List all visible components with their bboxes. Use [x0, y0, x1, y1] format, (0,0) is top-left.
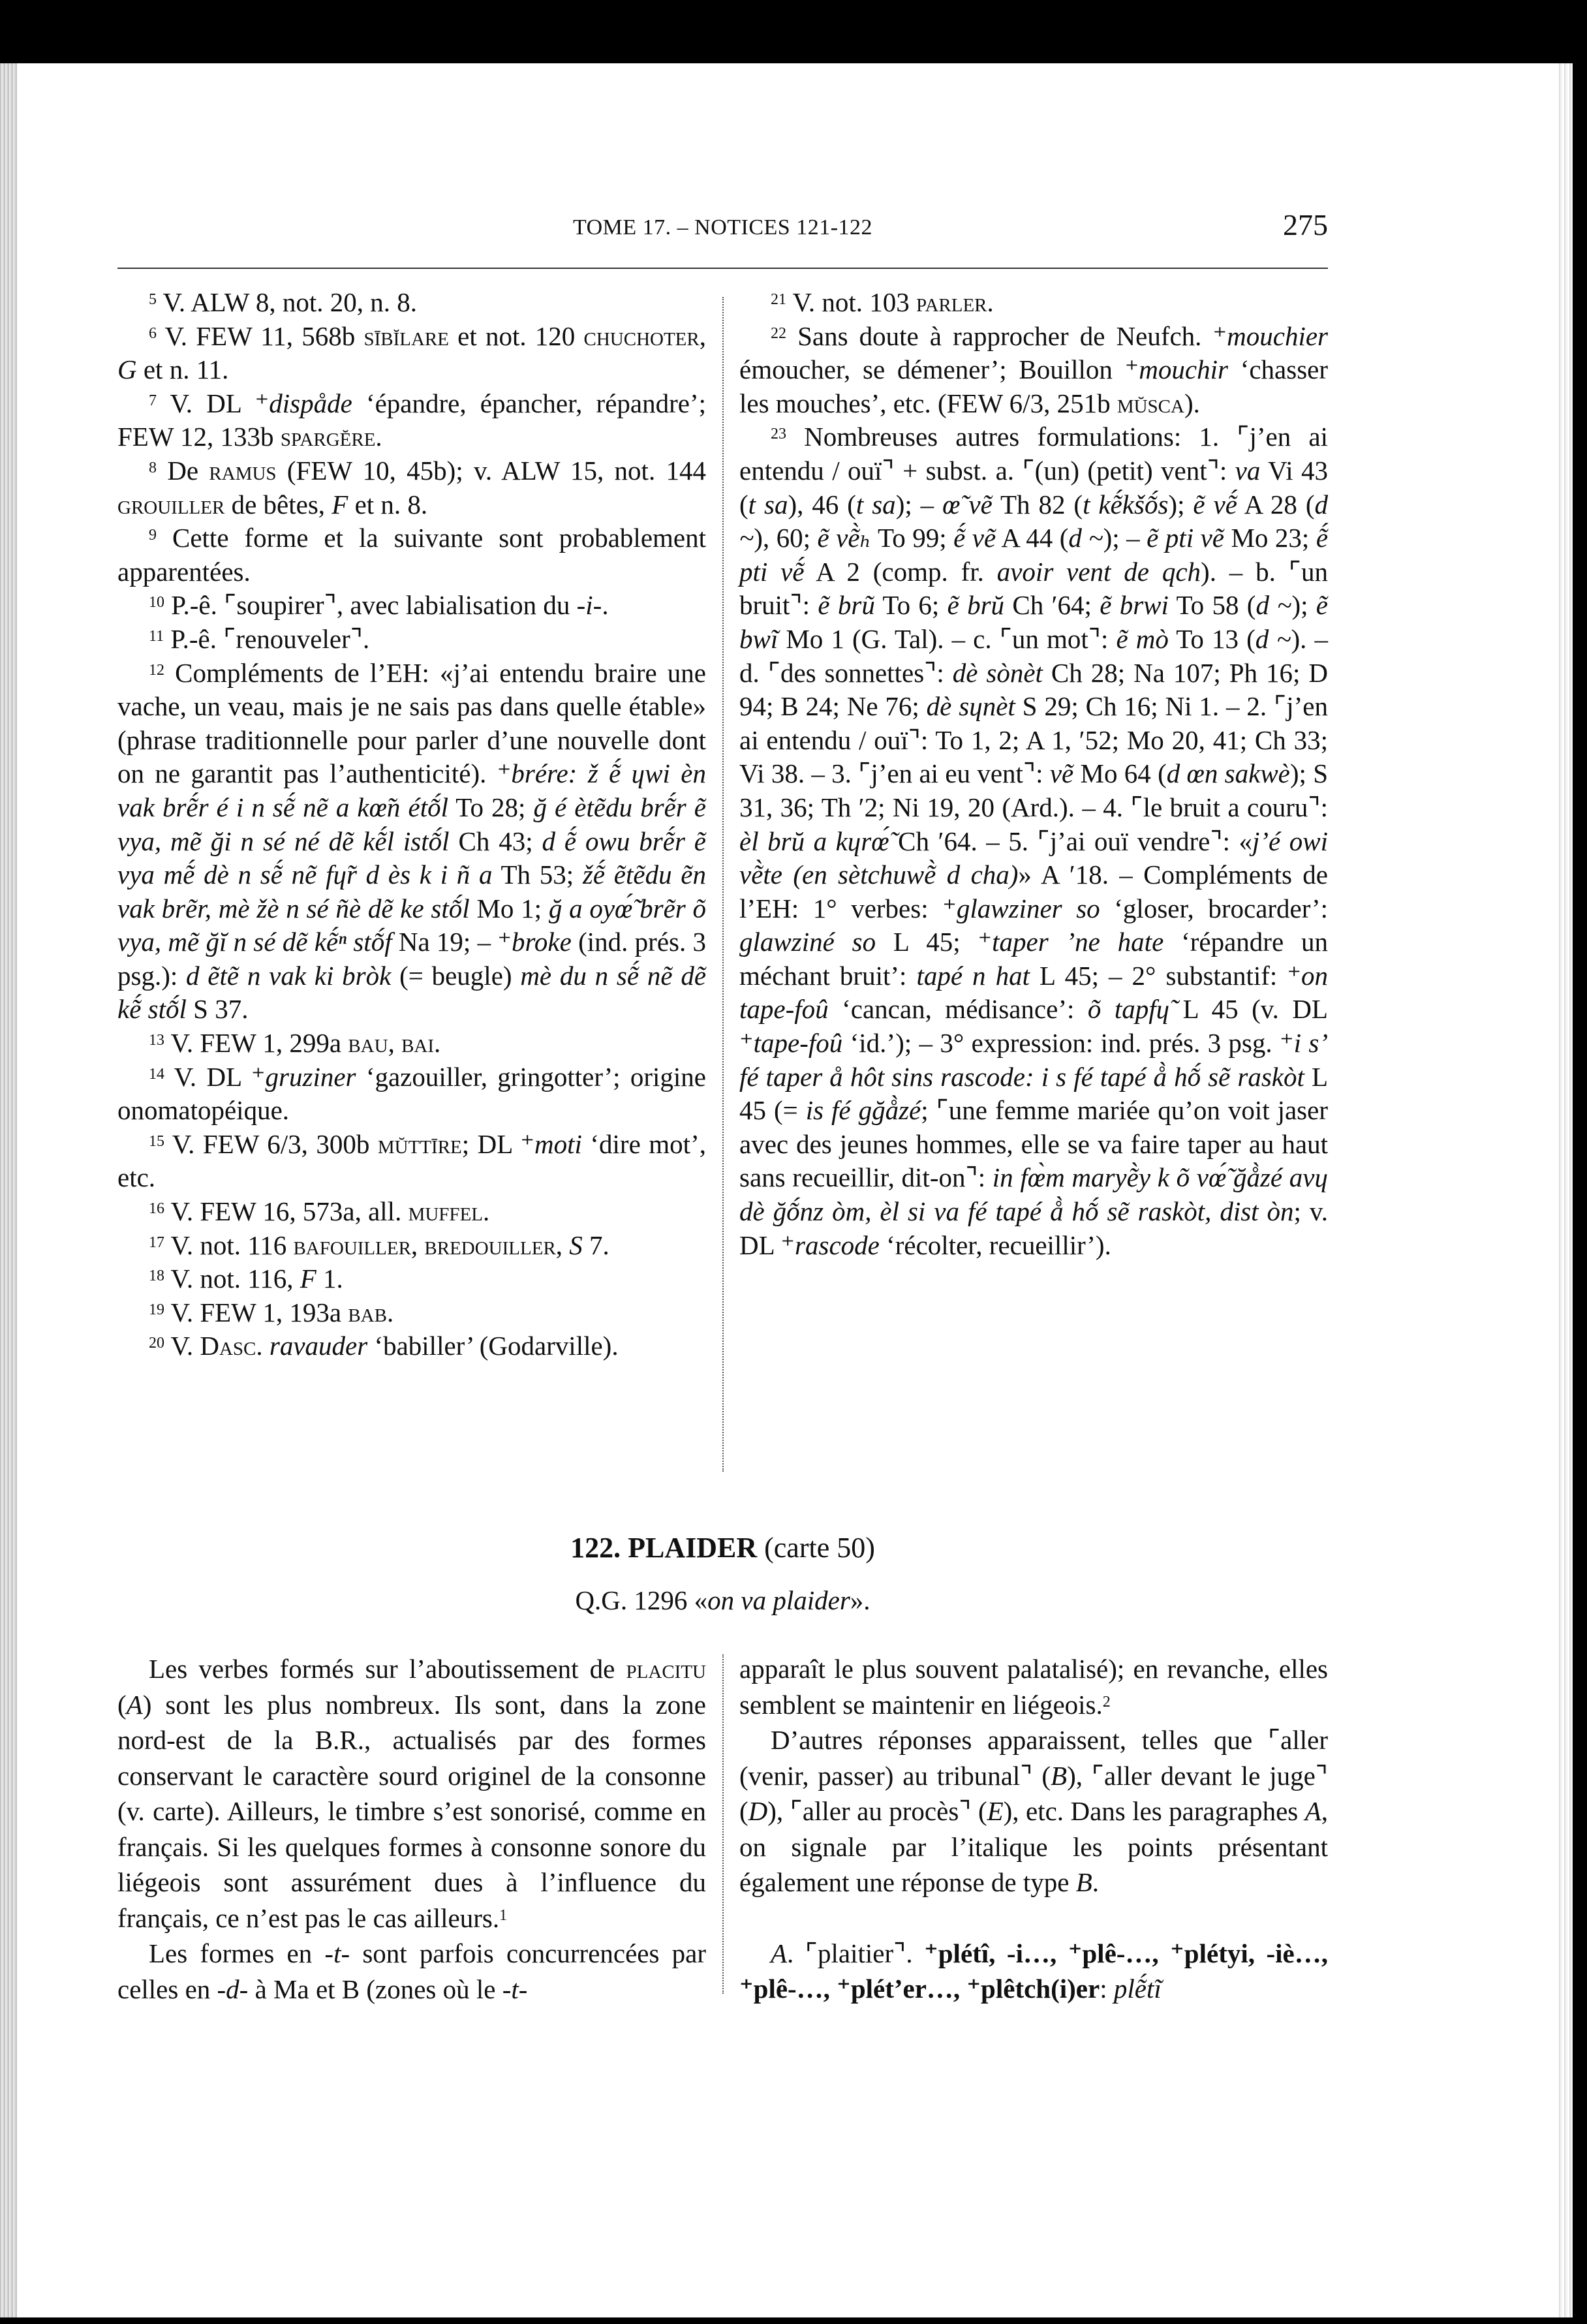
text-run: ‘épandre, épancher, répandre’; FEW 12, 133b [117, 388, 706, 452]
text-run: , [699, 320, 706, 351]
dialect-form: ẽ pti vẽ [1147, 523, 1224, 553]
dialect-form: d ~ [1068, 523, 1103, 553]
text-run: D’autres réponses apparaissent, telles que ⌜aller (venir, passer) au tribunal⌝ ( [739, 1725, 1328, 1791]
footnote [117, 286, 706, 320]
text-run: ), ⌜aller au procès⌝ ( [767, 1796, 987, 1826]
dialect-form: ⁺mouchir [1124, 354, 1228, 385]
column-divider [722, 297, 724, 1472]
footnote [117, 1027, 706, 1061]
dialect-form: ⁺tape-foû [739, 1028, 843, 1059]
footnote-number: 5 [149, 291, 157, 308]
text-run: ), etc. Dans les paragraphes [1003, 1796, 1305, 1826]
text-run: ‘id.’); – 3° expression: ind. prés. 3 psg. [842, 1028, 1280, 1059]
dialect-form: t kẽ́kšṍs [1083, 489, 1169, 519]
text-run: Ch 28; Na 107; Ph 16; D 94; B 24; Ne 76; [739, 657, 1328, 722]
section-title-map-ref: (carte 50) [757, 1532, 875, 1564]
dialect-form: A [771, 1938, 788, 1968]
text-run: V. DL [174, 1061, 251, 1092]
text-run: ) sont les plus nombreux. Ils sont, dans la zone nord-est de la B.R., actualisés par des formes conservant le caractère sourd originel de la consonne (v. carte). Ailleurs, le timbre s’est sonorisé, comme en français. Si les quelques formes à consonne sonore du liégeois sont assurément dues à l’influence du français, ce n’est pas le cas ailleurs. [117, 1689, 706, 1933]
text-run: To 13 ( [1168, 623, 1256, 654]
paragraph [117, 1651, 706, 1936]
dialect-form: mè du n sẽ́ nẽ dẽ kẽ́ stṍl [117, 960, 707, 1025]
dialect-form: -t- [502, 1974, 528, 2004]
text-run: Compléments de l’EH: «j’ai entendu braire une vache, un veau, mais je ne sais pas dans quelle étable» (phrase traditionnelle pour parler d’une nouvelle dont on ne garantit pas l’authenticité). [117, 657, 706, 789]
text-run: V. D [170, 1331, 219, 1361]
text-run: L 45 (v. DL [1169, 994, 1328, 1025]
dialect-form: plẽ́tĩ [1113, 1974, 1162, 2004]
body-left-column [117, 1651, 706, 2007]
text-run: et not. 120 [448, 320, 584, 351]
dialect-form: ẽ́ pti vẽ́ [739, 523, 1329, 587]
footnote-number: 14 [149, 1065, 164, 1083]
dialect-form: B [1051, 1760, 1068, 1791]
dialect-form: ẽ vẽ̀ₕ [817, 523, 872, 553]
dialect-form: ⁺rascode [780, 1230, 880, 1260]
text-run: V. FEW 1, 299a [170, 1028, 348, 1059]
text-run: Les verbes formés sur l’aboutissement de [149, 1654, 626, 1684]
dialect-form: t sa [748, 489, 788, 519]
footnote-number: 6 [149, 324, 157, 342]
text-run: et n. 11. [136, 354, 229, 385]
subtitle-suffix: ». [850, 1585, 871, 1615]
text-run: ), 60; [754, 523, 818, 553]
text-run: V. not. 116 [170, 1230, 294, 1260]
text-run: ). – d. ⌜des sonnettes⌝: [739, 623, 1329, 688]
footnote-number: 10 [149, 594, 164, 612]
text-run: , on signale par l’italique les points présentant également une réponse de type [739, 1796, 1328, 1897]
text-run: V. not. 116, [170, 1263, 300, 1294]
header-rule [117, 268, 1328, 269]
text-run: ; ⌜une femme mariée qu’on voit jaser avec des jeunes hommes, elle se va faire taper au haut sans recueillir, dit-on⌝: [739, 1095, 1328, 1193]
text-run: S 37. [186, 994, 249, 1025]
text-run: . [1092, 1867, 1099, 1897]
footnote-ref[interactable]: 2 [1102, 1693, 1111, 1711]
text-run: L 45 (= [739, 1061, 1329, 1126]
section-subtitle [117, 1585, 1328, 1616]
dialect-form: ⁺broke [497, 927, 572, 957]
text-run: Ch ′64; [1004, 590, 1100, 621]
dialect-form: A [126, 1689, 143, 1720]
footnote-number: 15 [149, 1132, 164, 1150]
text-run: De [167, 455, 209, 486]
text-run: . [386, 1297, 394, 1327]
section-title [117, 1531, 1328, 1564]
dialect-form: d ~ [739, 489, 1328, 553]
text-run: Sans doute à rapprocher de Neufch. [797, 320, 1213, 351]
page-number: 275 [1283, 208, 1328, 241]
text-run: To 99; [871, 523, 954, 553]
text-run: 7. [582, 1230, 609, 1260]
text-run: Cette forme et la suivante sont probablement apparentées. [117, 523, 706, 587]
footnote-ref[interactable]: 1 [499, 1906, 508, 1924]
footnote-number: 8 [149, 459, 157, 476]
column-divider [722, 1654, 724, 1994]
text-run: . [602, 590, 609, 621]
running-title: TOME 17. – NOTICES 121-122 [572, 215, 873, 240]
footnote [739, 286, 1328, 320]
dialect-form: S [569, 1230, 583, 1260]
etymon: mŭttīre [377, 1128, 462, 1159]
etymon: ramus [209, 455, 277, 486]
footnote [117, 1229, 706, 1263]
text-run: Ch ′64. – 5. ⌜j’ai ouï vendre⌝: « [889, 826, 1252, 856]
etymon: spargĕre [280, 422, 376, 452]
dialect-form: D [748, 1796, 768, 1826]
text-run: apparaît le plus souvent palatalisé); en revanche, elles semblent se maintenir en liégeois. [739, 1654, 1328, 1720]
footnote-number: 21 [771, 291, 786, 308]
dialect-form: -i- [576, 590, 602, 621]
dialect-form: in fœ̀m maryẽ̀y k õ vœ̃́ ğå̀zé avɥ dè ğṍnz òm, èl si va fé tapé å̀ hṍ sẽ raskòt, dist òn [739, 1162, 1328, 1227]
text-run: . [375, 422, 382, 452]
dialect-form: tapé n hat [916, 960, 1030, 991]
text-run: A 44 ( [996, 523, 1069, 553]
etymon: bafouiller, bredouiller [293, 1230, 556, 1260]
etymon: muffel [408, 1196, 483, 1227]
dialect-form: F [331, 489, 348, 519]
footnote-number: 11 [149, 627, 164, 645]
dialect-form: ẽ brŭ [947, 590, 1005, 621]
text-run: L 45; – 2° substantif: [1030, 960, 1287, 991]
footnote-number: 7 [149, 392, 157, 409]
text-run: V. DL [170, 388, 255, 418]
dialect-form: ğ a oyœ̃́ brẽr õ vya, mẽ ğĭ n sé dẽ kẽ́ⁿ stṍf [117, 893, 706, 957]
footnote-number: 13 [149, 1032, 164, 1049]
section-title-main: 122. PLAIDER [570, 1532, 758, 1564]
text-run: ); S 31, 36; Th ′2; Ni 19, 20 (Ard.). – 4. ⌜le bruit a couru⌝: [739, 758, 1329, 822]
dialect-form: j’é owi vẽ̀te (en sètchuwẽ̀ d cha) [739, 826, 1329, 890]
dialect-form: d ~ [1256, 590, 1292, 621]
text-run: V. ALW 8, not. 20, n. 8. [162, 287, 418, 317]
dialect-form: ⁺moti [520, 1128, 582, 1159]
etymon: bab [348, 1297, 387, 1327]
scan-border-right [1573, 0, 1587, 2324]
footnote-number: 19 [149, 1301, 164, 1318]
subtitle-quote: on va plaider [707, 1585, 850, 1615]
text-run: (ind. prés. 3 psg.): [117, 927, 706, 991]
footnote [117, 454, 706, 521]
dialect-form: dè sɥnèt [926, 691, 1015, 722]
footnote-number: 12 [149, 661, 164, 679]
footnote [117, 589, 706, 623]
text-run: 1. [316, 1263, 343, 1294]
etymon: grouiller [117, 489, 225, 519]
etymon: placitu [626, 1654, 706, 1684]
dialect-form: ravauder [269, 1331, 368, 1361]
text-run: Mo 1 (G. Tal). – c. ⌜un mot⌝: [778, 623, 1117, 654]
text-run: ; DL [461, 1128, 521, 1159]
dialect-form: B [1075, 1867, 1092, 1897]
subtitle-prefix: Q.G. 1296 « [575, 1585, 708, 1615]
text-run: ‘gloser, brocarder’: [1100, 893, 1328, 923]
footnote-number: 9 [149, 527, 157, 544]
dialect-form: d ~ [1255, 623, 1291, 654]
text-run: ‘babiller’ (Godarville). [367, 1331, 619, 1361]
text-run: ‘dire mot’, etc. [117, 1128, 706, 1193]
text-run: V. not. 103 [792, 287, 916, 317]
dialect-form: ⁺brére: ž ẽ́ ɥwi èn vak brẽ́r é i n sẽ́ nẽ a kœ̃n étṍl [117, 758, 706, 822]
text-run: Nombreuses autres formulations: 1. ⌜j’en ai entendu / ouï⌝ + subst. a. ⌜(un) (petit) vent⌝: [739, 422, 1328, 486]
etymon: asc [219, 1331, 256, 1361]
dialect-form: d ẽ́ owu brẽ́r ẽ vya mẽ́ dè n sẽ́ nẽ fɥ̃r d ès k i ñ a [117, 826, 707, 890]
text-run: de bêtes, [224, 489, 332, 519]
dialect-form: t sa [855, 489, 896, 519]
text-run: . [256, 1331, 270, 1361]
text-run: ‘cancan, médisance’: [828, 994, 1088, 1025]
dialect-form: ⁺i s’ fé taper å hôt sins rascode: i s fé tapé å̀ hṍ sẽ raskòt [739, 1028, 1328, 1092]
dialect-form: ⁺glawziner so [942, 893, 1100, 923]
footnotes-left-column [117, 286, 706, 1363]
text-run: Th 82 ( [992, 489, 1083, 519]
footnote-number: 17 [149, 1233, 164, 1251]
text-run: à Ma et B (zones où le [248, 1974, 502, 2004]
dialect-form: dè sònèt [952, 657, 1043, 688]
dialect-form: d œn sakwè [1166, 758, 1290, 789]
text-run: ‘récolter, recueillir’). [879, 1230, 1111, 1260]
scan-border-bottom [0, 2317, 1587, 2324]
etymon: parler [916, 287, 987, 317]
footnote [117, 1262, 706, 1296]
text-run: Ch 43; [449, 826, 542, 856]
text-run: V. FEW 16, 573a, all. [170, 1196, 408, 1227]
dialect-form: A [1304, 1796, 1321, 1826]
etymon: mŭsca [1117, 388, 1184, 418]
text-run: Th 53; [492, 860, 583, 890]
footnote [117, 387, 706, 454]
etymon: bau, bai [348, 1028, 435, 1059]
text-run: et n. 8. [348, 489, 428, 519]
footnote-number: 23 [771, 426, 786, 443]
text-run: ); – [1103, 523, 1147, 553]
footnote [117, 521, 706, 589]
dialect-form: is fé gğå̀zé [805, 1095, 921, 1126]
text-run: V. FEW 6/3, 300b [172, 1128, 378, 1159]
scan-border-top [0, 0, 1587, 63]
text-run: ⁺plétî, -i…, ⁺plê-…, ⁺plétyi, -iè…, ⁺plê-…, ⁺plét’er…, ⁺plêtch(i)er [739, 1938, 1328, 2004]
text-run: » A ′18. – Compléments de l’EH: 1° verbes: [739, 860, 1328, 923]
footnote [117, 1329, 706, 1363]
footnote [117, 1296, 706, 1330]
text-run: L 45; [876, 927, 978, 957]
dialect-form: ẽ́ vẽ [953, 523, 996, 553]
text-run: ), 46 ( [788, 489, 856, 519]
dialect-form: èl brŭ a kɥrœ̃́ [739, 826, 889, 856]
footnotes-right-column [739, 286, 1328, 1262]
text-run: ); [1168, 489, 1194, 519]
dialect-form: œ̃ vẽ [942, 489, 993, 519]
text-run: ; v. DL [739, 1196, 1328, 1260]
text-run: V. FEW 11, 568b [164, 320, 364, 351]
dialect-form: õ tapfɥ̃ [1087, 994, 1170, 1025]
footnote-number: 20 [149, 1335, 164, 1352]
text-run: S 29; Ch 16; Ni 1. – 2. ⌜j’en ai entendu / ouï⌝: To 1, 2; A 1, ′52; Mo 20, 41; Ch 33; Vi 38. – 3. ⌜j’en ai eu vent⌝: [739, 691, 1328, 789]
paragraph [739, 1936, 1328, 2007]
text-run: V. FEW 1, 193a [170, 1297, 348, 1327]
running-head [117, 208, 1328, 247]
body-right-column [739, 1651, 1328, 2007]
dialect-form: avoir vent de qch [996, 556, 1201, 587]
footnote [117, 1128, 706, 1195]
text-run: (FEW 10, 45b); v. ALW 15, not. 144 [276, 455, 707, 486]
dialect-form: žẽ́ ẽtẽdu ẽn vak brẽr, mè žè n sé ñè dẽ ke stṍl [117, 860, 706, 923]
paragraph [117, 1936, 706, 2007]
text-run: P.-ê. ⌜soupirer⌝, avec labialisation du [171, 590, 577, 621]
paragraph [739, 1651, 1328, 1722]
text-run: ‘gazouiller, gringotter’; origine onomatopéique. [117, 1061, 706, 1126]
dialect-form: d ẽtẽ n vak ki bròk [186, 960, 392, 991]
text-run: . ⌜plaitier⌝. [787, 1938, 925, 1968]
text-run: To 58 ( [1168, 590, 1256, 621]
etymon: chuchoter [583, 320, 700, 351]
dialect-form: vẽ [1049, 758, 1074, 789]
text-run: (= beugle) [391, 960, 521, 991]
footnote [739, 420, 1328, 1262]
paragraph [739, 1722, 1328, 1900]
dialect-form: -d- [217, 1974, 249, 2004]
text-run: P.-ê. ⌜renouveler⌝. [170, 623, 370, 654]
text-run: ), ⌜aller devant le juge⌝ ( [739, 1760, 1328, 1826]
text-run: . [483, 1196, 490, 1227]
text-run: Vi 43 ( [739, 455, 1329, 519]
footnote-number: 22 [771, 324, 786, 342]
dialect-form: ğ é ètẽdu brẽ́r ẽ vya, mẽ ği n sé né dẽ kẽ́l istṍl [117, 792, 706, 856]
text-run: ). [1184, 388, 1200, 418]
dialect-form: ẽ brwi [1100, 590, 1169, 621]
text-run: Mo 64 ( [1073, 758, 1167, 789]
paragraph-gap [739, 1900, 1328, 1936]
dialect-form: ⁺mouchier [1212, 320, 1329, 351]
text-run: émoucher, se démener’; Bouillon [739, 354, 1125, 385]
text-run: Mo 1; [469, 893, 549, 923]
text-run: : [1100, 1974, 1114, 2004]
dialect-form: va [1235, 455, 1261, 486]
dialect-form: ⁺gruziner [251, 1061, 356, 1092]
book-gutter-shadow [0, 63, 17, 2317]
page-edge-shadow [1557, 63, 1573, 2317]
dialect-form: ẽ vẽ́ [1193, 489, 1237, 519]
text-run: Les formes en [149, 1938, 325, 1968]
dialect-form: ẽ brũ [818, 590, 875, 621]
dialect-form: E [987, 1796, 1004, 1826]
text-run: ( [117, 1689, 127, 1720]
footnote [117, 657, 706, 1027]
dialect-form: ẽ bwĩ [739, 590, 1328, 654]
text-run: ‘répandre un méchant bruit’: [739, 927, 1328, 991]
footnote-number: 18 [149, 1267, 164, 1285]
footnote [117, 1195, 706, 1229]
text-run: . [434, 1028, 441, 1059]
dialect-form: glawziné so [739, 927, 876, 957]
text-run: ). – b. ⌜un bruit⌝: [739, 556, 1329, 621]
dialect-form: G [117, 354, 137, 385]
etymon: sībĭlare [363, 320, 449, 351]
text-run: ); [1291, 590, 1316, 621]
text-run: A 28 ( [1237, 489, 1315, 519]
text-run: sont parfois concurrencées par celles en [117, 1938, 707, 2004]
footnote [117, 623, 706, 657]
text-run: Mo 23; [1224, 523, 1316, 553]
text-run: To 28; [448, 792, 534, 822]
footnote [117, 1061, 706, 1128]
dialect-form: ⁺taper ’ne hate [978, 927, 1164, 957]
text-run: ); – [895, 489, 943, 519]
text-run: ‘chasser les mouches’, etc. (FEW 6/3, 251b [739, 354, 1329, 418]
footnote-number: 16 [149, 1200, 164, 1218]
text-run: Na 19; – [392, 927, 498, 957]
dialect-form: ẽ mò [1116, 623, 1169, 654]
text-run: To 6; [874, 590, 948, 621]
footnote [739, 320, 1328, 421]
text-run: A 2 (comp. fr. [804, 556, 997, 587]
text-run: . [987, 287, 994, 317]
dialect-form: F [300, 1263, 316, 1294]
dialect-form: -t- [324, 1938, 350, 1968]
text-run: , [555, 1230, 570, 1260]
dialect-form: ⁺dispåde [254, 388, 352, 418]
footnote [117, 320, 706, 387]
dialect-form: ⁺on tape-foû [739, 960, 1329, 1025]
